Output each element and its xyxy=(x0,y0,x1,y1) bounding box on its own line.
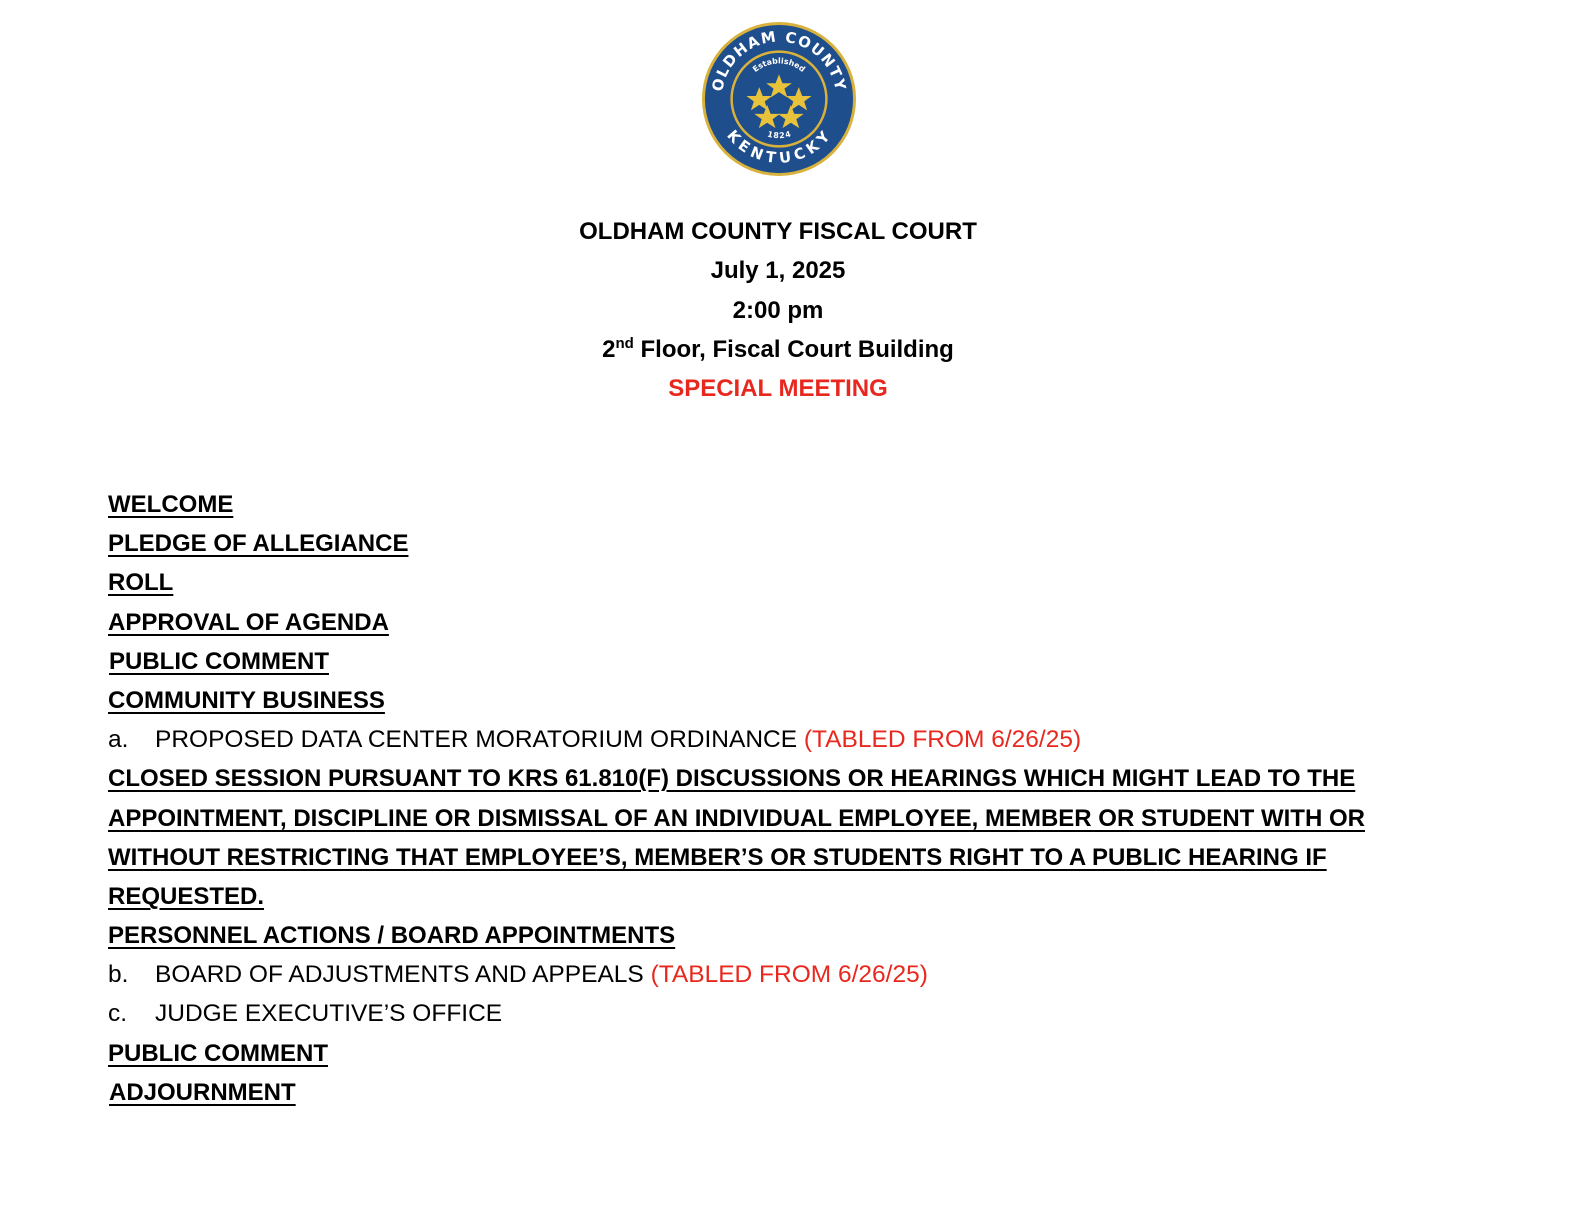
item-b-note: (TABLED FROM 6/26/25) xyxy=(650,961,928,989)
agenda-community-business: COMMUNITY BUSINESS xyxy=(108,686,385,714)
agenda-personnel: PERSONNEL ACTIONS / BOARD APPOINTMENTS xyxy=(108,922,676,950)
meeting-time: 2:00 pm xyxy=(732,296,824,324)
seal-bottom-text: KENTUCKY xyxy=(723,126,835,168)
meeting-location xyxy=(0,330,1556,369)
agenda-public-comment-1: PUBLIC COMMENT xyxy=(109,647,329,675)
meeting-date: July 1, 2025 xyxy=(710,257,846,285)
org-title: OLDHAM COUNTY FISCAL COURT xyxy=(579,218,977,245)
agenda-list xyxy=(108,485,1528,1112)
location-floor-suffix: nd xyxy=(615,334,634,352)
agenda-closed-session-line-4: REQUESTED. xyxy=(108,882,265,910)
county-seal-logo xyxy=(700,20,858,178)
item-a-note: (TABLED FROM 6/26/25) xyxy=(803,726,1082,754)
item-b-text: BOARD OF ADJUSTMENTS AND APPEALS xyxy=(155,961,651,989)
agenda-closed-session-line-2: APPOINTMENT, DISCIPLINE OR DISMISSAL OF AN INDIVIDUAL EMPLOYEE, MEMBER OR STUDENT WITH OR xyxy=(108,804,1365,832)
location-rest: Floor, Fiscal Court Building xyxy=(633,335,954,363)
agenda-public-comment-2: PUBLIC COMMENT xyxy=(108,1039,328,1067)
meeting-header xyxy=(0,212,1556,408)
item-c-text: JUDGE EXECUTIVE’S OFFICE xyxy=(155,1000,503,1028)
agenda-roll: ROLL xyxy=(108,569,174,597)
agenda-adjournment: ADJOURNMENT xyxy=(109,1078,296,1106)
meeting-type: SPECIAL MEETING xyxy=(668,375,888,403)
agenda-item-b xyxy=(108,955,1528,994)
item-a-letter: a. xyxy=(108,726,129,754)
item-b-letter: b. xyxy=(108,961,129,989)
agenda-closed-session-line-1: CLOSED SESSION PURSUANT TO KRS 61.810(F) DISCUSSIONS OR HEARINGS WHICH MIGHT LEAD TO THE xyxy=(108,765,1356,793)
agenda-welcome: WELCOME xyxy=(108,491,234,518)
agenda-closed-session-line-3: WITHOUT RESTRICTING THAT EMPLOYEE’S, MEMBER’S OR STUDENTS RIGHT TO A PUBLIC HEARING IF xyxy=(108,843,1327,871)
agenda-pledge: PLEDGE OF ALLEGIANCE xyxy=(108,530,409,558)
agenda-item-a xyxy=(108,720,1528,759)
seal-year-text: 1824 xyxy=(766,129,792,141)
seal-top-text: OLDHAM COUNTY xyxy=(709,28,849,94)
agenda-approval: APPROVAL OF AGENDA xyxy=(108,608,389,636)
seal-established-text: Established xyxy=(751,56,807,74)
agenda-item-c xyxy=(108,994,1528,1033)
location-floor-number: 2 xyxy=(602,335,616,363)
item-c-letter: c. xyxy=(108,1000,128,1028)
item-a-text: PROPOSED DATA CENTER MORATORIUM ORDINANCE xyxy=(155,726,804,754)
